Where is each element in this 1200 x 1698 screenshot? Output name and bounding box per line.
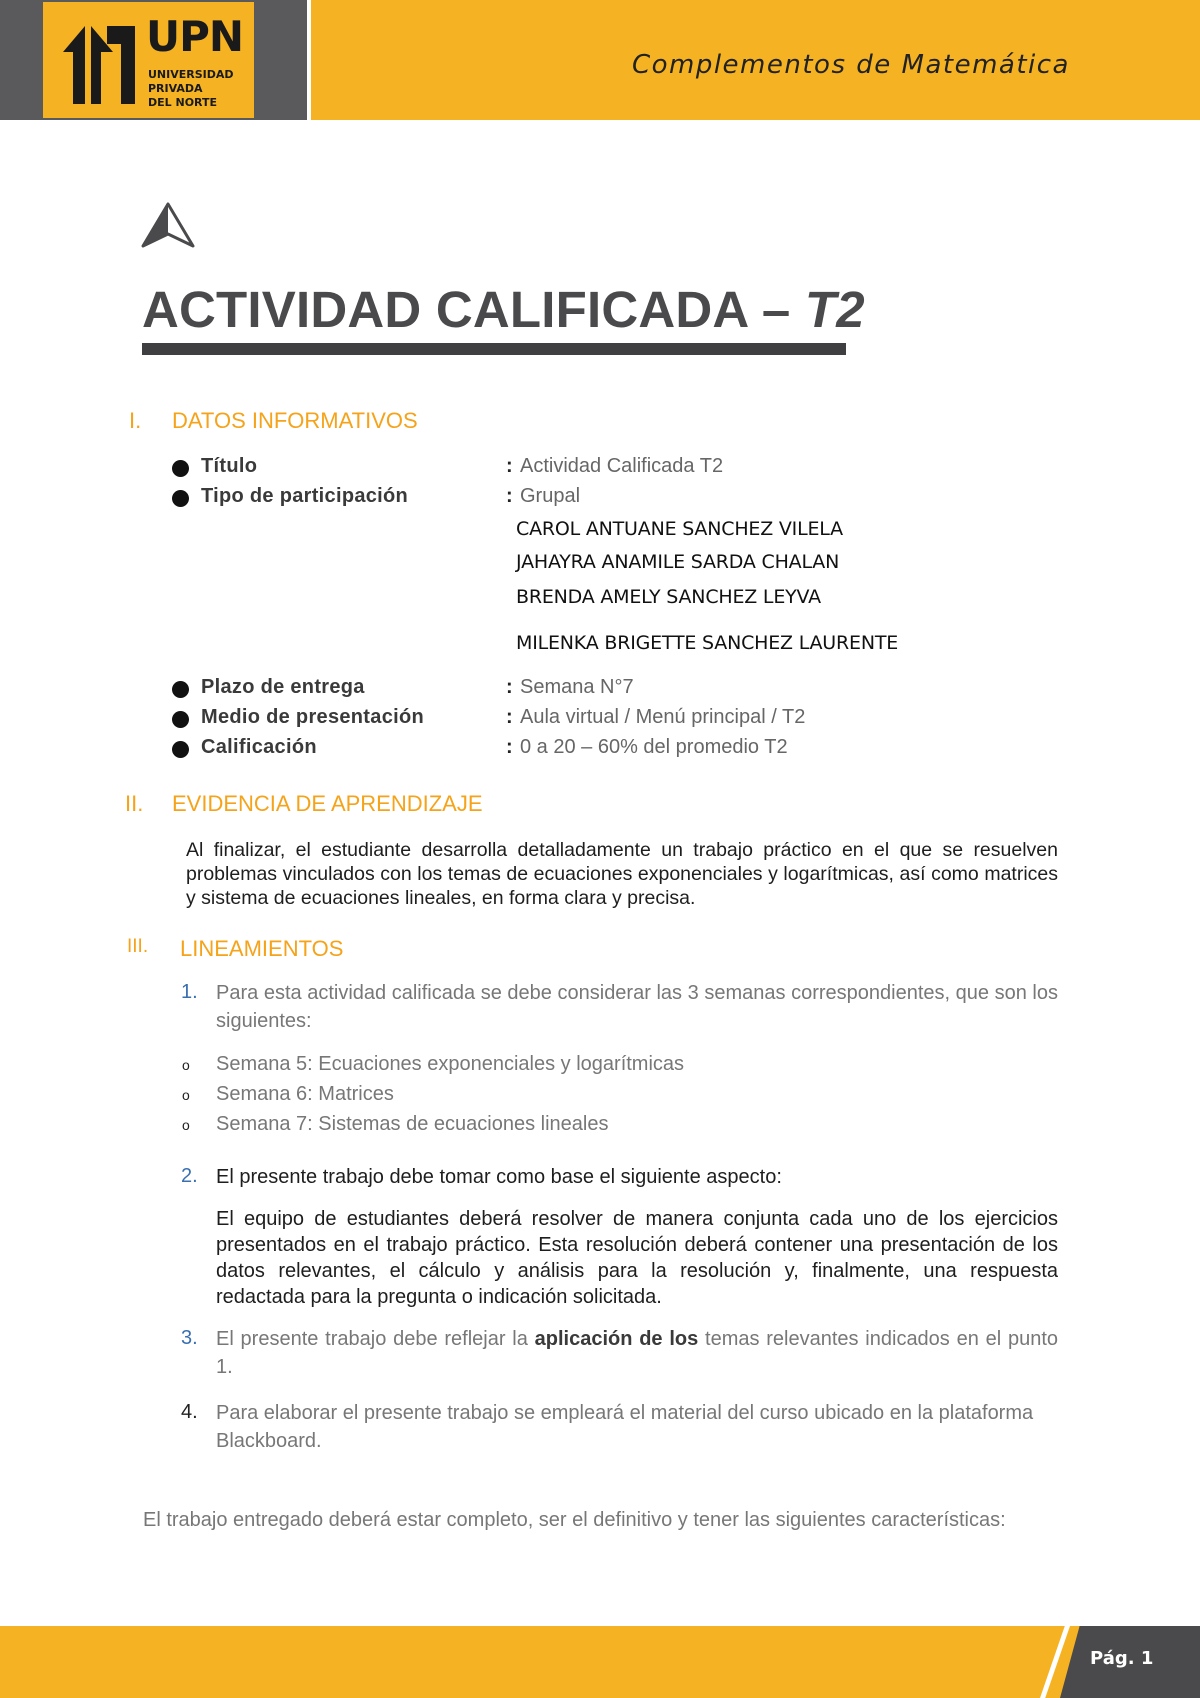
lineamiento-item-2: El presente trabajo debe tomar como base el siguiente aspecto: (216, 1166, 782, 1188)
week-item: Semana 6: Matrices (216, 1083, 394, 1105)
header-divider (307, 0, 311, 120)
title-underline (142, 343, 846, 355)
bullet-icon (172, 490, 189, 507)
lineamiento-item-2-detail: El equipo de estudiantes deberá resolver de manera conjunta cada uno de los ejercicios presentados en el trabajo práctico. Esta resolución deberá contener una presentación de los datos relevantes, el cálculo y análisis para la resolución y, finalmente, una respuesta redactada para la pregunta o indicación solicitada. (216, 1208, 1058, 1308)
bullet-icon (172, 460, 189, 477)
section-heading: EVIDENCIA DE APRENDIZAJE (172, 791, 483, 816)
course-title: Complementos de Matemática (631, 50, 1070, 80)
member-name: CAROL ANTUANE SANCHEZ VILELA (516, 518, 843, 540)
evidencia-paragraph: Al finalizar, el estudiante desarrolla detalladamente un trabajo práctico en el que se resuelven problemas vinculados con los temas de ecuaciones exponenciales y logarítmicas, así como matrices y sistema de ecuaciones lineales, en forma clara y precisa. (186, 839, 1058, 909)
logo-upn-text: UPN (146, 12, 244, 61)
lineamiento-item-4: Para elaborar el presente trabajo se empleará el material del curso ubicado en la plataforma Blackboard. (216, 1402, 1034, 1452)
bullet-icon (172, 741, 189, 758)
page-footer (0, 1626, 1200, 1698)
week-item: Semana 5: Ecuaciones exponenciales y logarítmicas (216, 1053, 685, 1075)
data-row-plazo: Plazo de entrega : Semana N°7 (172, 676, 1072, 704)
sub-bullet-icon: o (182, 1117, 190, 1133)
data-row-calificacion: Calificación : 0 a 20 – 60% del promedio T2 (172, 736, 1072, 764)
page-title: ACTIVIDAD CALIFICADA – T2 (142, 281, 865, 338)
section-datos-informativos: I. DATOS INFORMATIVOS (129, 408, 418, 433)
lineamiento-item-3: El presente trabajo debe reflejar la aplicación de los temas relevantes indicados en el punto 1. (216, 1328, 1058, 1378)
member-name: JAHAYRA ANAMILE SARDA CHALAN (516, 551, 840, 573)
navigation-arrow-icon (141, 202, 195, 248)
bullet-icon (172, 681, 189, 698)
sub-bullet-icon: o (182, 1087, 190, 1103)
member-name: BRENDA AMELY SANCHEZ LEYVA (516, 586, 821, 608)
page-header (0, 0, 1200, 120)
list-number: 3. (181, 1327, 198, 1349)
section-heading: DATOS INFORMATIVOS (172, 408, 418, 433)
university-logo (43, 2, 254, 118)
upn-arrow-logo-icon (63, 22, 143, 108)
list-number: 4. (181, 1401, 198, 1423)
footer-yellow-bar (0, 1626, 1200, 1698)
closing-paragraph: El trabajo entregado deberá estar completo, ser el definitivo y tener las siguientes características: (143, 1509, 1006, 1531)
data-row-titulo: Título : Actividad Calificada T2 (172, 455, 1072, 483)
week-item: Semana 7: Sistemas de ecuaciones lineales (216, 1113, 609, 1135)
section-heading: LINEAMIENTOS (180, 936, 344, 961)
logo-subtitle: UNIVERSIDAD PRIVADA DEL NORTE (148, 68, 234, 109)
lineamiento-item-1: Para esta actividad calificada se debe considerar las 3 semanas correspondientes, que son los siguientes: (216, 982, 1058, 1032)
member-name: MILENKA BRIGETTE SANCHEZ LAURENTE (516, 632, 899, 654)
page-number: Pág. 1 (1090, 1648, 1154, 1669)
title-suffix: T2 (804, 281, 865, 338)
data-row-tipo: Tipo de participación : Grupal (172, 485, 1072, 513)
list-number: 2. (181, 1165, 198, 1187)
bullet-icon (172, 711, 189, 728)
data-row-medio: Medio de presentación : Aula virtual / Menú principal / T2 (172, 706, 1072, 734)
section-evidencia: II. EVIDENCIA DE APRENDIZAJE (125, 791, 483, 816)
sub-bullet-icon: o (182, 1057, 190, 1073)
section-lineamientos: III. LINEAMIENTOS (127, 936, 344, 961)
list-number: 1. (181, 981, 198, 1003)
